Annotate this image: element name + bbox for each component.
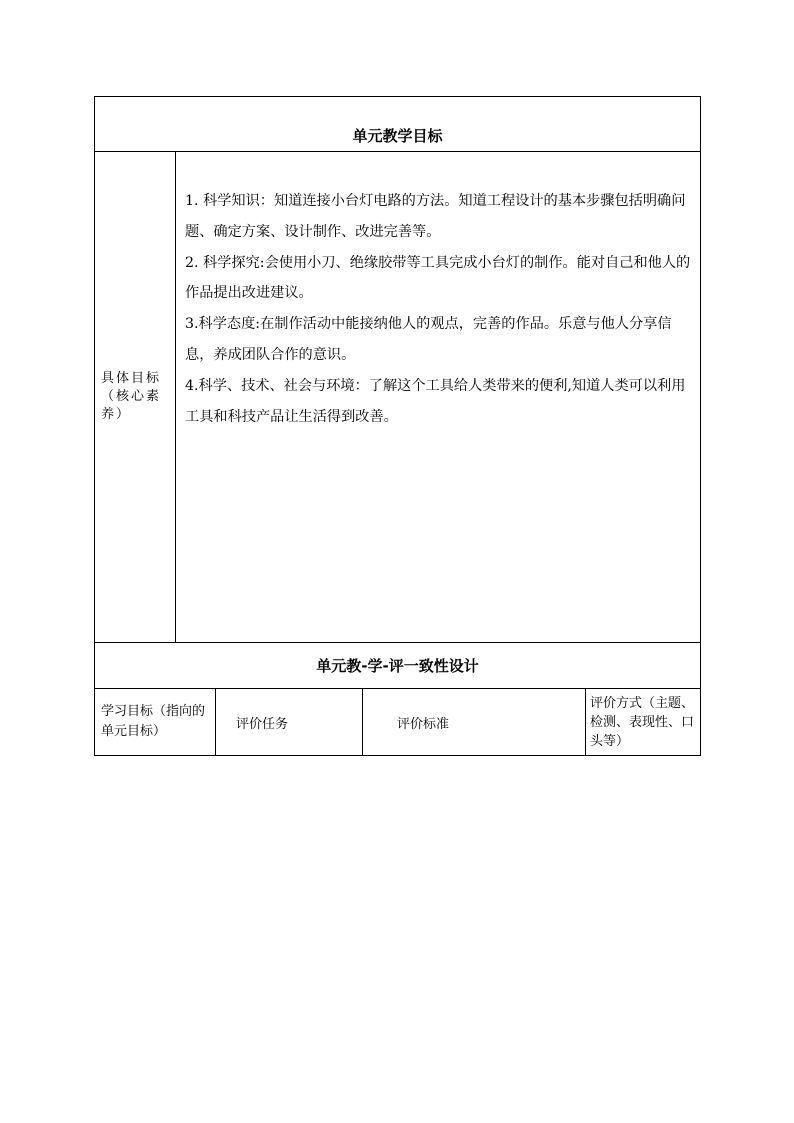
header-eval-task: 评价任务 — [216, 689, 363, 755]
goal-item-society: 4.科学、技术、社会与环境：了解这个工具给人类带来的便利,知道人类可以利用工具和科技产品让生活得到改善。 — [185, 377, 686, 425]
header-learning-goal: 学习目标（指向的单元目标） — [95, 689, 216, 755]
specific-goals-label-cell — [95, 152, 176, 642]
goal-item-inquiry: 2. 科学探究:会使用小刀、绝缘胶带等工具完成小台灯的制作。能对自己和他人的作品提出改进建议。 — [185, 254, 691, 302]
unit-goals-row — [95, 152, 700, 642]
specific-goals-label: 具体目标（核心素养） — [101, 371, 162, 422]
header-eval-standard: 评价标准 — [363, 689, 586, 755]
unit-goals-section — [94, 96, 701, 643]
document-page — [94, 96, 701, 756]
consistency-design-section — [94, 643, 701, 756]
goal-item-attitude: 3.科学态度:在制作活动中能接纳他人的观点，完善的作品。乐意与他人分享信息，养成团队合作的意识。 — [185, 316, 672, 363]
consistency-header-row — [95, 689, 700, 755]
header-eval-method: 评价方式（主题、检测、表现性、口头等） — [590, 695, 695, 749]
consistency-design-title: 单元教-学-评一致性设计 — [95, 643, 700, 689]
goal-item-knowledge: 1. 科学知识：知道连接小台灯电路的方法。知道工程设计的基本步骤包括明确问题、确定方案、设计制作、改进完善等。 — [185, 193, 686, 240]
specific-goals-content — [176, 152, 700, 642]
unit-goals-title: 单元教学目标 — [95, 97, 700, 152]
